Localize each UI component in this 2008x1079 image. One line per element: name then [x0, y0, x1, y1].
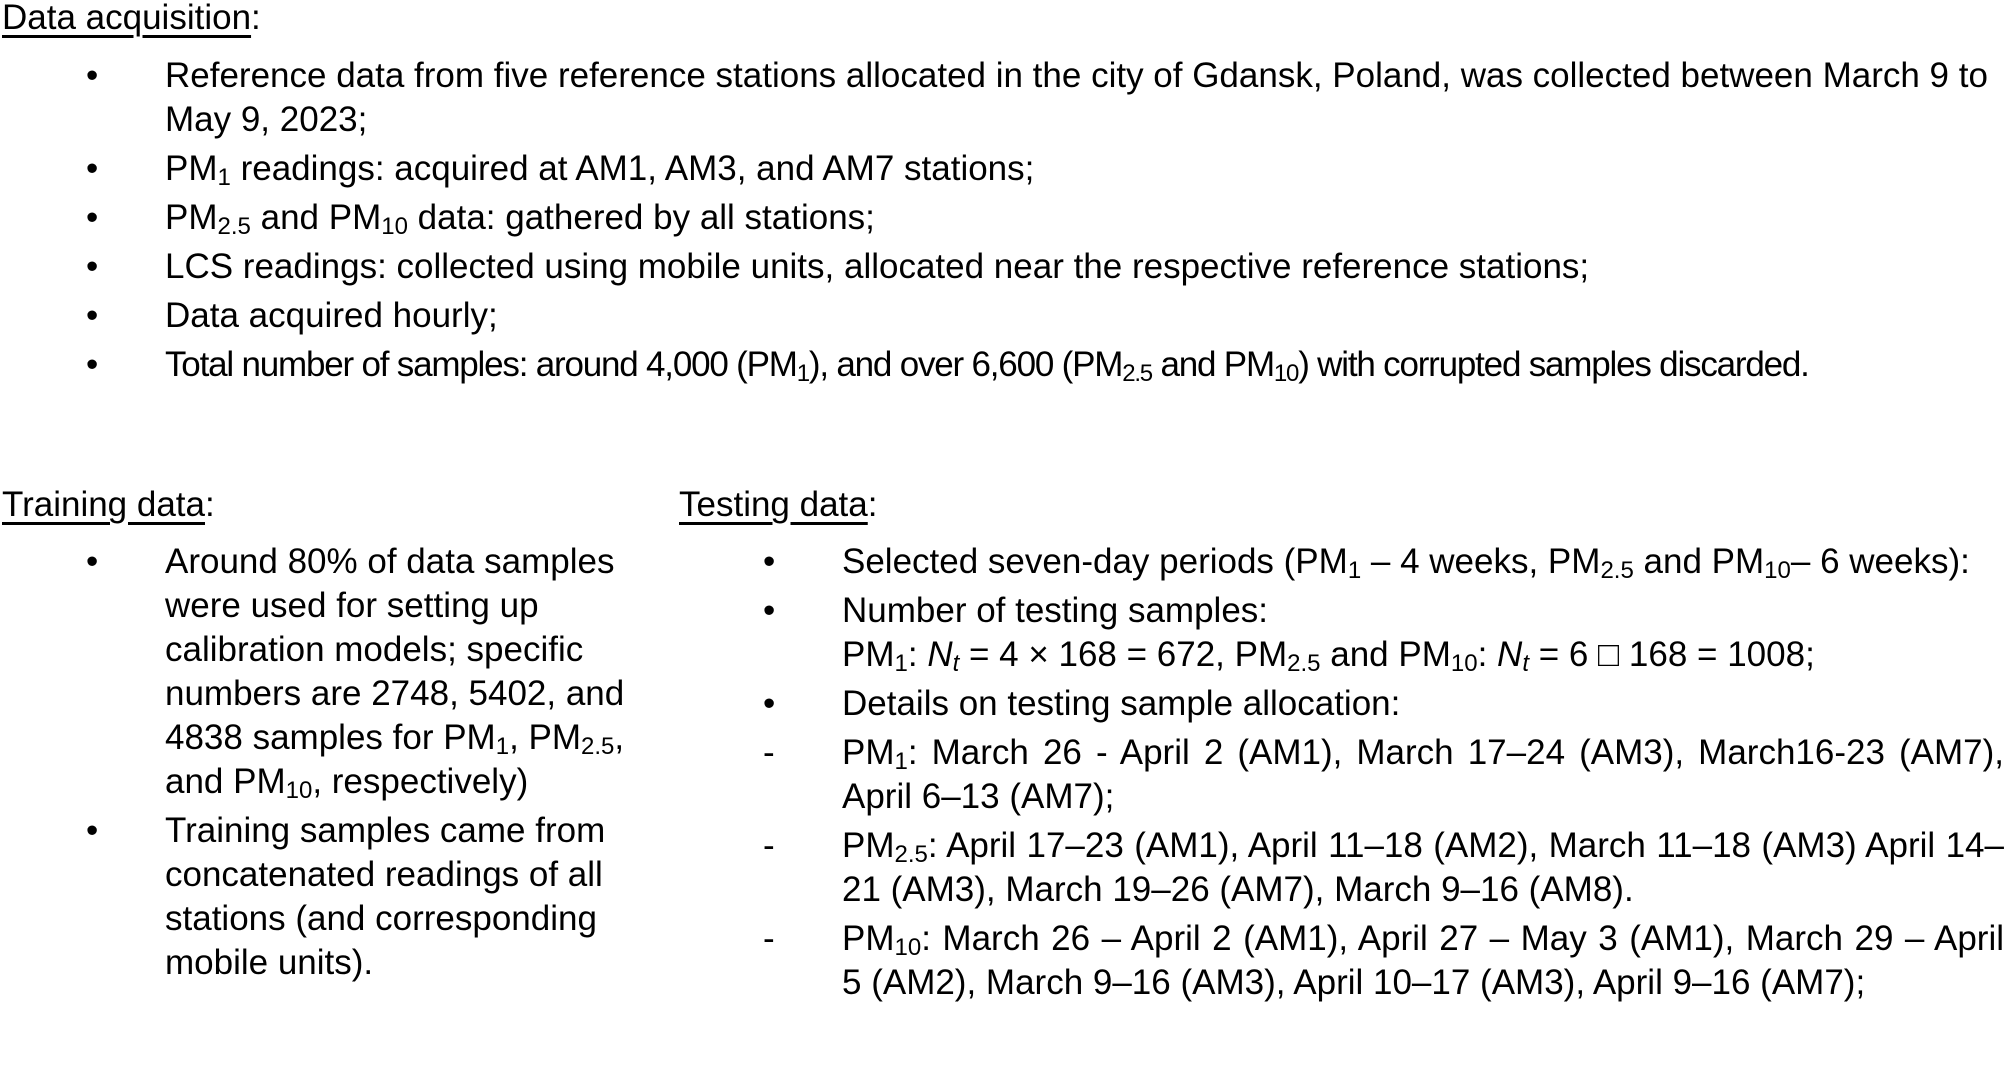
bullet-marker: •: [86, 149, 99, 188]
bullet-marker: •: [86, 542, 99, 581]
subscript: 10: [894, 934, 922, 961]
text-segment: data: gathered by all stations;: [407, 198, 875, 237]
subscript: 1: [894, 650, 908, 677]
text-segment: : March 26 - April 2 (AM1), March 17–24 (AM3), March16-23 (AM7), April 6–13 (AM7);: [842, 733, 2004, 816]
text-segment: ), and over 6,600 (PM: [808, 345, 1123, 384]
text-segment: Around 80% of data samples were used for setting up calibration models; specific numbers are 2748, 5402, and 4838 samples for PM: [165, 542, 625, 757]
text-segment: readings: acquired at AM1, AM3, and AM7 stations;: [230, 149, 1035, 188]
list-item-text: Training samples came from concatenated readings of all stations (and corresponding mobile units).: [165, 811, 606, 982]
list-item: [0, 343, 2004, 387]
training-data-list: [0, 540, 640, 990]
testing-data-list: [677, 540, 2004, 1010]
bullet-marker: •: [763, 591, 776, 630]
subscript: t: [952, 650, 960, 677]
text-segment: PM: [165, 149, 218, 188]
bullet-marker: •: [86, 345, 98, 384]
text-segment: = 6 □ 168 = 1008;: [1528, 635, 1815, 674]
subscript: 2.5: [217, 213, 251, 240]
subscript: 10: [1764, 557, 1791, 584]
text-segment: = 4 × 168 = 672, PM: [959, 635, 1288, 674]
list-item: [0, 54, 2004, 142]
text-segment: :: [907, 635, 928, 674]
bullet-marker: •: [86, 811, 99, 850]
subscript: 2.5: [1600, 557, 1634, 584]
subscript: 1: [1347, 557, 1362, 584]
list-item: [0, 147, 2004, 191]
text-segment: and PM: [1320, 635, 1451, 674]
subscript: 1: [894, 748, 908, 775]
subscript: 2.5: [894, 841, 928, 868]
dash-marker: -: [763, 733, 775, 772]
text-segment: and PM: [1151, 345, 1274, 384]
text-segment: PM: [165, 198, 218, 237]
italic-symbol: N: [1497, 635, 1523, 674]
testing-data-heading: [679, 483, 877, 527]
list-item: [677, 824, 2004, 912]
text-segment: PM: [842, 919, 895, 958]
list-item: [677, 682, 2004, 726]
subscript: 10: [381, 213, 408, 240]
text-segment: Selected seven-day periods (PM: [842, 542, 1348, 581]
italic-symbol: N: [927, 635, 953, 674]
list-item: [677, 731, 2004, 819]
list-item-text: Reference data from five reference stations allocated in the city of Gdansk, Poland, was collected between March 9 to May 9, 2023;: [165, 56, 1988, 139]
subscript: 10: [1450, 650, 1478, 677]
list-item: [0, 196, 2004, 240]
text-segment: : April 17–23 (AM1), April 11–18 (AM2), March 11–18 (AM3) April 14–21 (AM3), March 19–26 (AM7), March 9–16 (AM8).: [842, 826, 2004, 909]
text-segment: – 4 weeks, PM: [1361, 542, 1601, 581]
bullet-marker: •: [86, 56, 99, 95]
text-segment: Number of testing samples:: [842, 591, 1269, 630]
text-segment: and PM: [250, 198, 382, 237]
text-segment: and PM: [1633, 542, 1765, 581]
text-segment: ) with corrupted samples discarded.: [1298, 345, 1809, 384]
text-segment: , and PM: [165, 718, 625, 801]
heading-colon: :: [205, 485, 215, 524]
data-acquisition-title: Data acquisition: [2, 0, 252, 37]
list-item: [677, 589, 2004, 677]
subscript: 2.5: [581, 733, 615, 760]
bullet-marker: •: [763, 684, 776, 723]
text-segment: : March 26 – April 2 (AM1), April 27 – May 3 (AM1), March 29 – April 5 (AM2), March 9–16 (AM3), April 10–17 (AM3), April 9–16 (AM7);: [842, 919, 2004, 1002]
dash-marker: -: [763, 826, 775, 865]
bullet-marker: •: [86, 247, 99, 286]
bullet-marker: •: [763, 542, 776, 581]
text-segment: PM: [842, 733, 895, 772]
heading-colon: :: [867, 485, 878, 524]
subscript: 1: [217, 164, 231, 191]
list-item: [0, 245, 2004, 289]
subscript: 2.5: [1287, 650, 1321, 677]
text-segment: PM: [842, 635, 895, 674]
training-data-title: Training data: [2, 485, 205, 524]
list-item-text: Data acquired hourly;: [165, 296, 498, 335]
data-acquisition-list: [0, 54, 2004, 392]
dash-marker: -: [763, 919, 775, 958]
text-segment: – 6 weeks):: [1790, 542, 1970, 581]
subscript: 10: [1273, 360, 1299, 387]
text-segment: PM: [842, 826, 895, 865]
text-segment: , PM: [509, 718, 582, 757]
text-segment: , respectively): [312, 762, 529, 801]
list-item: [0, 540, 640, 804]
bullet-marker: •: [86, 296, 99, 335]
list-item: [0, 294, 2004, 338]
data-acquisition-heading: [2, 0, 261, 40]
heading-colon: :: [251, 0, 261, 37]
subscript: 1: [495, 733, 510, 760]
subscript: 10: [285, 777, 313, 804]
list-item-text: LCS readings: collected using mobile units, allocated near the respective reference stations;: [165, 247, 1590, 286]
subscript: 1: [796, 360, 809, 387]
text-segment: Total number of samples: around 4,000 (PM: [165, 345, 797, 384]
subscript: 2.5: [1122, 360, 1152, 387]
bullet-marker: •: [86, 198, 99, 237]
list-item: [677, 917, 2004, 1005]
list-item: [677, 540, 2004, 584]
training-data-heading: [2, 483, 215, 527]
subscript: t: [1522, 650, 1529, 677]
list-item-text: Details on testing sample allocation:: [842, 684, 1401, 723]
testing-data-title: Testing data: [679, 485, 868, 524]
list-item: [0, 809, 640, 985]
text-segment: :: [1477, 635, 1498, 674]
